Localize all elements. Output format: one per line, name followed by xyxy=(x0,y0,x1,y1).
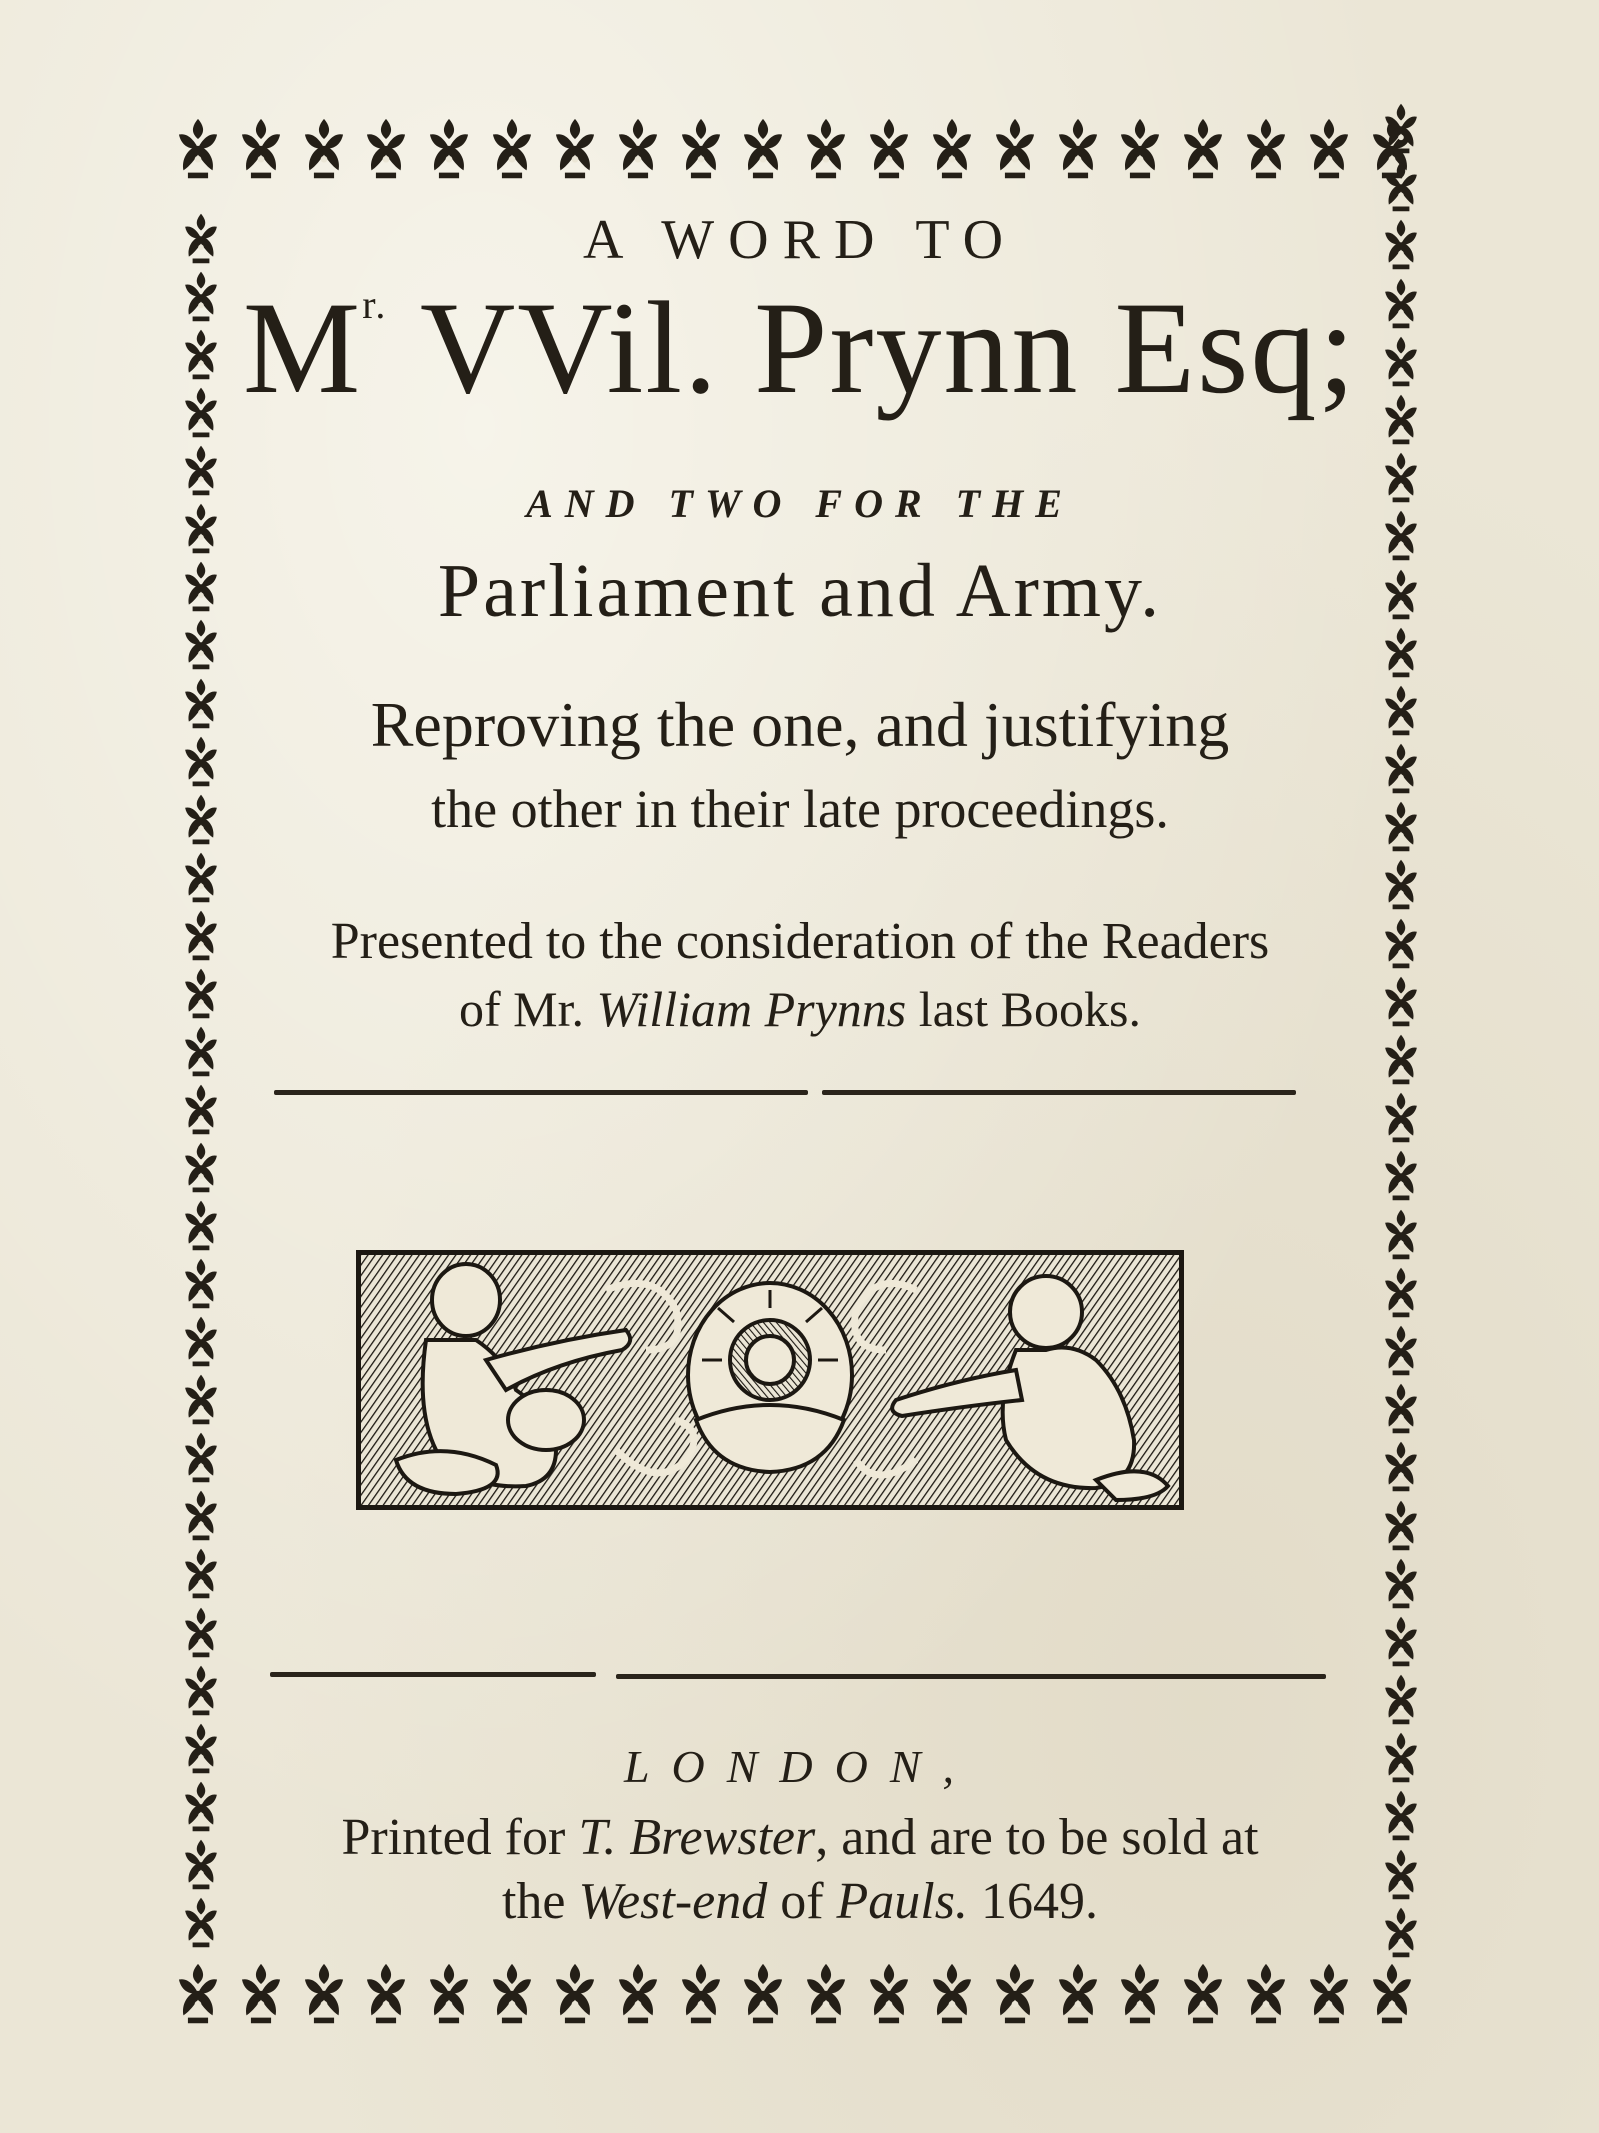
title-line-a-word-to: A WORD TO xyxy=(582,209,1018,271)
fleuron-ornament-icon xyxy=(1375,856,1427,912)
fleuron-ornament-icon xyxy=(175,1139,227,1195)
title-line-parliament: Parliament and Army. xyxy=(437,549,1163,633)
title-line-and-two: AND TWO FOR THE xyxy=(526,481,1074,526)
subtitle-line-other: the other in their late proceedings. xyxy=(431,779,1169,839)
dedication-last-books: last Books. xyxy=(906,981,1141,1037)
fleuron-ornament-icon xyxy=(170,113,226,183)
fleuron-ornament-icon xyxy=(175,558,227,614)
dedication-william-prynns: William Prynns xyxy=(596,981,907,1037)
fleuron-ornament-icon xyxy=(233,113,289,183)
imprint-pauls: Pauls. xyxy=(836,1873,968,1930)
fleuron-ornament-icon xyxy=(175,1836,227,1892)
dedication-of-mr: of Mr. xyxy=(459,981,597,1037)
subtitle-line-reproving: Reproving the one, and justifying xyxy=(370,689,1230,760)
cherubs-sun-woodcut-icon xyxy=(356,1250,1184,1510)
imprint-printed-for: Printed for xyxy=(341,1809,579,1866)
fleuron-ornament-icon xyxy=(610,1958,666,2028)
fleuron-ornament-icon xyxy=(233,1958,289,2028)
fleuron-ornament-icon xyxy=(1375,1147,1427,1203)
fleuron-ornament-icon xyxy=(175,1023,227,1079)
border-left xyxy=(170,210,232,1950)
fleuron-ornament-icon xyxy=(175,1778,227,1834)
fleuron-ornament-icon xyxy=(175,1662,227,1718)
rule-lower-left xyxy=(270,1672,596,1677)
fleuron-ornament-icon xyxy=(1375,1613,1427,1669)
fleuron-ornament-icon xyxy=(924,113,980,183)
fleuron-ornament-icon xyxy=(175,1313,227,1369)
fleuron-ornament-icon xyxy=(175,442,227,498)
fleuron-ornament-icon xyxy=(1375,1729,1427,1785)
fleuron-ornament-icon xyxy=(421,1958,477,2028)
fleuron-ornament-icon xyxy=(175,1894,227,1950)
imprint-printer-name: T. Brewster xyxy=(578,1809,816,1866)
imprint-west-end: West-end xyxy=(578,1873,768,1930)
rule-lower-right xyxy=(616,1674,1326,1679)
fleuron-ornament-icon xyxy=(175,1255,227,1311)
fleuron-ornament-icon xyxy=(610,113,666,183)
fleuron-ornament-icon xyxy=(1375,1206,1427,1262)
fleuron-ornament-icon xyxy=(1375,507,1427,563)
title-main xyxy=(240,274,1360,421)
fleuron-ornament-icon xyxy=(1375,1671,1427,1727)
imprint-the: the xyxy=(501,1873,579,1930)
fleuron-ornament-icon xyxy=(1175,1958,1231,2028)
title-main-m: M xyxy=(242,274,363,421)
fleuron-ornament-icon xyxy=(1375,1497,1427,1553)
fleuron-ornament-icon xyxy=(484,1958,540,2028)
imprint-line-west-end xyxy=(240,1872,1360,1931)
fleuron-ornament-icon xyxy=(1375,798,1427,854)
fleuron-ornament-icon xyxy=(1375,566,1427,622)
fleuron-ornament-icon xyxy=(1375,100,1427,156)
fleuron-ornament-icon xyxy=(1375,158,1427,214)
fleuron-ornament-icon xyxy=(1375,1089,1427,1145)
fleuron-ornament-icon xyxy=(673,1958,729,2028)
fleuron-ornament-icon xyxy=(987,113,1043,183)
fleuron-ornament-icon xyxy=(175,210,227,266)
fleuron-ornament-icon xyxy=(358,113,414,183)
fleuron-ornament-icon xyxy=(1375,740,1427,796)
fleuron-ornament-icon xyxy=(987,1958,1043,2028)
fleuron-ornament-icon xyxy=(1375,1787,1427,1843)
fleuron-ornament-icon xyxy=(175,907,227,963)
fleuron-ornament-icon xyxy=(175,616,227,672)
fleuron-ornament-icon xyxy=(1238,113,1294,183)
fleuron-ornament-icon xyxy=(735,113,791,183)
fleuron-ornament-icon xyxy=(924,1958,980,2028)
border-right xyxy=(1370,100,1432,1960)
fleuron-ornament-icon xyxy=(175,675,227,731)
fleuron-ornament-icon xyxy=(1050,1958,1106,2028)
fleuron-ornament-icon xyxy=(1375,275,1427,331)
fleuron-ornament-icon xyxy=(547,113,603,183)
dedication-line-of-mr xyxy=(240,980,1360,1038)
rule-upper-right xyxy=(822,1090,1296,1095)
fleuron-ornament-icon xyxy=(1112,1958,1168,2028)
fleuron-ornament-icon xyxy=(1375,1904,1427,1960)
fleuron-ornament-icon xyxy=(175,1429,227,1485)
imprint-of: of xyxy=(767,1873,837,1930)
fleuron-ornament-icon xyxy=(358,1958,414,2028)
fleuron-ornament-icon xyxy=(175,1604,227,1660)
imprint-year: 1649. xyxy=(968,1873,1098,1930)
fleuron-ornament-icon xyxy=(421,113,477,183)
fleuron-ornament-icon xyxy=(170,1958,226,2028)
fleuron-ornament-icon xyxy=(175,791,227,847)
fleuron-ornament-icon xyxy=(175,1081,227,1137)
title-main-sup: r. xyxy=(362,282,388,327)
imprint-city: LONDON, xyxy=(623,1741,977,1792)
fleuron-ornament-icon xyxy=(1375,682,1427,738)
fleuron-ornament-icon xyxy=(1175,113,1231,183)
fleuron-ornament-icon xyxy=(1375,1438,1427,1494)
fleuron-ornament-icon xyxy=(1375,391,1427,447)
fleuron-ornament-icon xyxy=(1375,1322,1427,1378)
fleuron-ornament-icon xyxy=(1050,113,1106,183)
fleuron-ornament-icon xyxy=(296,1958,352,2028)
fleuron-ornament-icon xyxy=(296,113,352,183)
fleuron-ornament-icon xyxy=(175,965,227,1021)
fleuron-ornament-icon xyxy=(1238,1958,1294,2028)
fleuron-ornament-icon xyxy=(861,113,917,183)
border-top xyxy=(170,108,1420,188)
fleuron-ornament-icon xyxy=(175,849,227,905)
fleuron-ornament-icon xyxy=(1375,333,1427,389)
fleuron-ornament-icon xyxy=(1375,1264,1427,1320)
fleuron-ornament-icon xyxy=(1375,973,1427,1029)
rule-upper-left xyxy=(274,1090,808,1095)
fleuron-ornament-icon xyxy=(175,1197,227,1253)
fleuron-ornament-icon xyxy=(1301,113,1357,183)
fleuron-ornament-icon xyxy=(1375,449,1427,505)
fleuron-ornament-icon xyxy=(798,1958,854,2028)
imprint-sold-at: , and are to be sold at xyxy=(815,1809,1259,1866)
fleuron-ornament-icon xyxy=(547,1958,603,2028)
fleuron-ornament-icon xyxy=(1112,113,1168,183)
fleuron-ornament-icon xyxy=(1375,1555,1427,1611)
fleuron-ornament-icon xyxy=(1375,1031,1427,1087)
fleuron-ornament-icon xyxy=(1364,1958,1420,2028)
fleuron-ornament-icon xyxy=(798,113,854,183)
fleuron-ornament-icon xyxy=(735,1958,791,2028)
fleuron-ornament-icon xyxy=(861,1958,917,2028)
fleuron-ornament-icon xyxy=(1375,216,1427,272)
dedication-line-presented: Presented to the consideration of the Readers xyxy=(330,913,1270,970)
fleuron-ornament-icon xyxy=(1375,1846,1427,1902)
fleuron-ornament-icon xyxy=(175,268,227,324)
fleuron-ornament-icon xyxy=(175,1545,227,1601)
fleuron-ornament-icon xyxy=(175,1720,227,1776)
title-main-rest: VVil. Prynn Esq; xyxy=(387,274,1358,421)
fleuron-ornament-icon xyxy=(673,113,729,183)
fleuron-ornament-icon xyxy=(175,1487,227,1543)
fleuron-ornament-icon xyxy=(1301,1958,1357,2028)
fleuron-ornament-icon xyxy=(1375,915,1427,971)
imprint-line-printed xyxy=(240,1808,1360,1867)
border-bottom xyxy=(170,1953,1420,2033)
fleuron-ornament-icon xyxy=(484,113,540,183)
fleuron-ornament-icon xyxy=(175,500,227,556)
fleuron-ornament-icon xyxy=(175,384,227,440)
fleuron-ornament-icon xyxy=(1375,1380,1427,1436)
fleuron-ornament-icon xyxy=(175,733,227,789)
fleuron-ornament-icon xyxy=(175,1371,227,1427)
fleuron-ornament-icon xyxy=(1375,624,1427,680)
fleuron-ornament-icon xyxy=(175,326,227,382)
